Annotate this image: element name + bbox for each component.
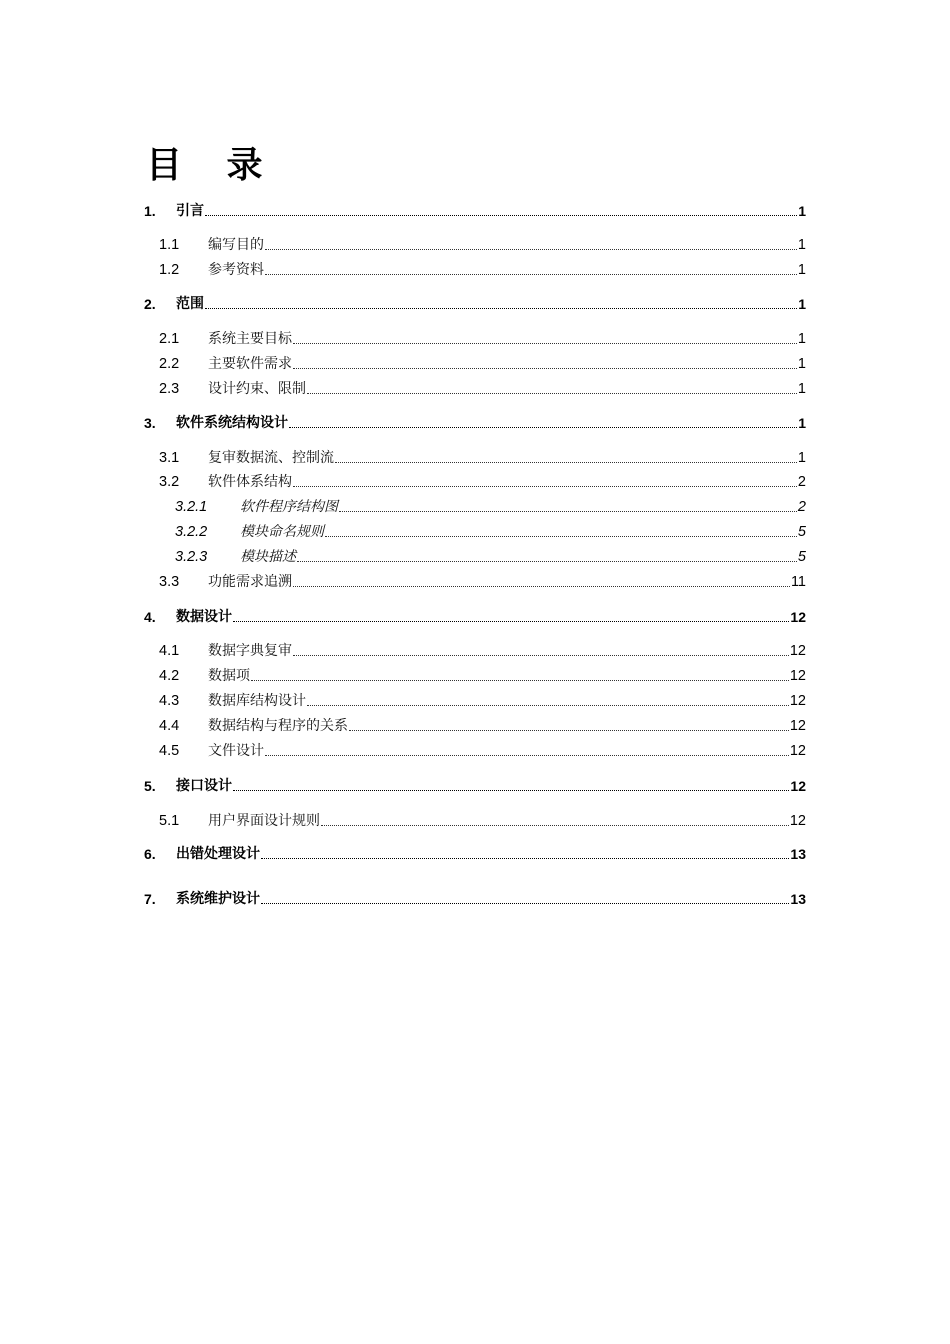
- toc-number: 3.3: [159, 574, 180, 590]
- dot-leader: [293, 343, 797, 344]
- toc-entry-7[interactable]: [144, 888, 806, 910]
- toc-entry-3-3[interactable]: [159, 571, 806, 593]
- dot-leader: [233, 790, 789, 791]
- toc-entry-3-2-2[interactable]: [175, 521, 806, 543]
- dot-leader: [293, 486, 797, 487]
- toc-number: 4.2: [159, 668, 180, 684]
- toc-page-number: 1: [797, 450, 806, 466]
- toc-number: 1.1: [159, 237, 180, 253]
- toc-number: 3.1: [159, 450, 180, 466]
- toc-label: 数据字典复审: [208, 643, 292, 659]
- toc-entry-6[interactable]: [144, 843, 806, 865]
- dot-leader: [233, 621, 789, 622]
- toc-page-number: 12: [789, 668, 806, 684]
- toc-number: 5.: [144, 778, 156, 794]
- dot-leader: [307, 705, 789, 706]
- toc-entry-3-2-1[interactable]: [175, 496, 806, 518]
- toc-entry-4-4[interactable]: [159, 715, 806, 737]
- toc-label: 编写目的: [208, 237, 264, 253]
- toc-number: 4.3: [159, 693, 180, 709]
- dot-leader: [293, 586, 790, 587]
- toc-page-number: 12: [789, 813, 806, 829]
- toc-entry-3-1[interactable]: [159, 447, 806, 469]
- toc-entry-3-2[interactable]: [159, 471, 806, 493]
- toc-page-number: 12: [790, 609, 806, 625]
- toc-label: 软件程序结构图: [240, 499, 338, 515]
- toc-label: 接口设计: [176, 778, 232, 794]
- toc-label: 系统维护设计: [176, 891, 260, 907]
- toc-label: 系统主要目标: [208, 331, 292, 347]
- toc-page-number: 1: [797, 331, 806, 347]
- dot-leader: [251, 680, 789, 681]
- toc-number: 1.: [144, 203, 156, 219]
- toc-entry-5[interactable]: [144, 775, 806, 797]
- dot-leader: [321, 825, 789, 826]
- dot-leader: [339, 511, 797, 512]
- toc-label: 范围: [176, 296, 204, 312]
- toc-label: 软件体系结构: [208, 474, 292, 490]
- toc-page-number: 13: [790, 891, 806, 907]
- toc-page-number: 1: [798, 203, 806, 219]
- toc-entry-4-2[interactable]: [159, 665, 806, 687]
- toc-entry-4-5[interactable]: [159, 740, 806, 762]
- toc-label: 数据结构与程序的关系: [208, 718, 348, 734]
- toc-entry-5-1[interactable]: [159, 810, 806, 832]
- toc-entry-1[interactable]: [144, 200, 806, 222]
- toc-number: 4.5: [159, 743, 180, 759]
- toc-label: 用户界面设计规则: [208, 813, 320, 829]
- toc-label: 功能需求追溯: [208, 574, 292, 590]
- toc-label: 数据项: [208, 668, 250, 684]
- toc-entry-4-1[interactable]: [159, 640, 806, 662]
- toc-title: 目 录: [146, 145, 279, 186]
- toc-page-number: 1: [797, 237, 806, 253]
- dot-leader: [297, 561, 797, 562]
- toc-entry-1-2[interactable]: [159, 259, 806, 281]
- toc-page-number: 5: [797, 524, 806, 540]
- toc-label: 模块描述: [240, 549, 296, 565]
- dot-leader: [205, 215, 797, 216]
- toc-page-number: 2: [797, 474, 806, 490]
- toc-page-number: 1: [797, 356, 806, 372]
- toc-page-number: 1: [798, 415, 806, 431]
- dot-leader: [265, 274, 797, 275]
- toc-page-number: 1: [797, 262, 806, 278]
- dot-leader: [261, 858, 789, 859]
- dot-leader: [335, 462, 797, 463]
- toc-page-number: 1: [797, 381, 806, 397]
- dot-leader: [265, 755, 789, 756]
- toc-number: 4.1: [159, 643, 180, 659]
- toc-label: 数据库结构设计: [208, 693, 306, 709]
- toc-entry-2-2[interactable]: [159, 353, 806, 375]
- toc-entry-2-1[interactable]: [159, 328, 806, 350]
- dot-leader: [261, 903, 789, 904]
- toc-label: 复审数据流、控制流: [208, 450, 334, 466]
- toc-label: 软件系统结构设计: [176, 415, 288, 431]
- toc-number: 4.4: [159, 718, 180, 734]
- toc-entry-3[interactable]: [144, 412, 806, 434]
- dot-leader: [293, 655, 789, 656]
- toc-entry-4-3[interactable]: [159, 690, 806, 712]
- dot-leader: [325, 536, 797, 537]
- toc-entry-4[interactable]: [144, 606, 806, 628]
- toc-page-number: 5: [797, 549, 806, 565]
- toc-number: 6.: [144, 846, 156, 862]
- toc-number: 3.2: [159, 474, 180, 490]
- toc-label: 设计约束、限制: [208, 381, 306, 397]
- toc-number: 4.: [144, 609, 156, 625]
- toc-label: 引言: [176, 203, 204, 219]
- toc-page-number: 1: [798, 296, 806, 312]
- toc-label: 数据设计: [176, 609, 232, 625]
- toc-label: 主要软件需求: [208, 356, 292, 372]
- toc-number: 1.2: [159, 262, 180, 278]
- dot-leader: [265, 249, 797, 250]
- dot-leader: [349, 730, 789, 731]
- toc-page-number: 12: [789, 643, 806, 659]
- toc-number: 2.1: [159, 331, 180, 347]
- toc-page-number: 13: [790, 846, 806, 862]
- toc-number: 7.: [144, 891, 156, 907]
- toc-number: 3.2.2: [175, 524, 208, 540]
- toc-entry-2-3[interactable]: [159, 378, 806, 400]
- dot-leader: [307, 393, 797, 394]
- toc-entry-1-1[interactable]: [159, 234, 806, 256]
- toc-number: 3.: [144, 415, 156, 431]
- toc-number: 3.2.1: [175, 499, 208, 515]
- toc-page-number: 12: [789, 743, 806, 759]
- toc-entry-3-2-3[interactable]: [175, 546, 806, 568]
- toc-number: 5.1: [159, 813, 180, 829]
- toc-page-number: 12: [789, 718, 806, 734]
- toc-page-number: 12: [790, 778, 806, 794]
- dot-leader: [293, 368, 797, 369]
- toc-entry-2[interactable]: [144, 293, 806, 315]
- toc-number: 2.: [144, 296, 156, 312]
- toc-page-number: 2: [797, 499, 806, 515]
- toc-label: 参考资料: [208, 262, 264, 278]
- dot-leader: [289, 427, 797, 428]
- toc-page-number: 11: [790, 574, 806, 590]
- toc-label: 出错处理设计: [176, 846, 260, 862]
- toc-label: 模块命名规则: [240, 524, 324, 540]
- dot-leader: [205, 308, 797, 309]
- toc-number: 2.3: [159, 381, 180, 397]
- toc-number: 3.2.3: [175, 549, 208, 565]
- toc-label: 文件设计: [208, 743, 264, 759]
- toc-number: 2.2: [159, 356, 180, 372]
- toc-page-number: 12: [789, 693, 806, 709]
